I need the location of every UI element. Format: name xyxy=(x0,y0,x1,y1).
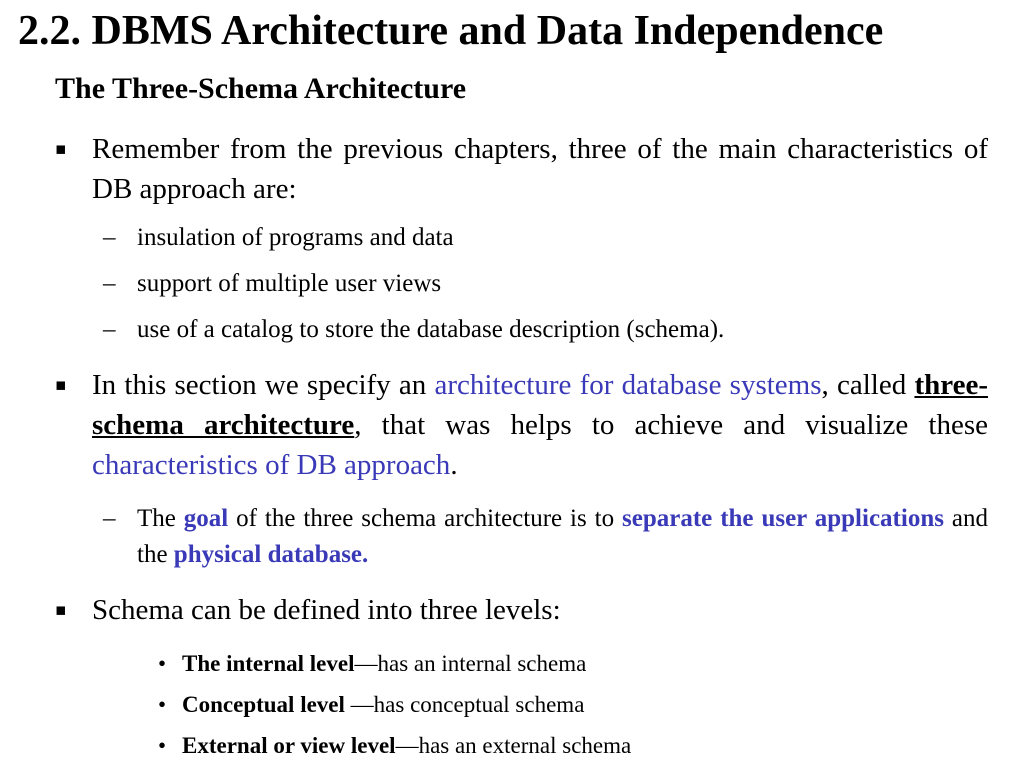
list-item-text: support of multiple user views xyxy=(137,270,442,297)
dash-bullet-icon: – xyxy=(103,505,116,532)
goal-text: The xyxy=(137,505,184,532)
goal-item xyxy=(103,501,988,573)
link-characteristics: characteristics of DB approach xyxy=(92,449,451,481)
level-desc: —has an internal schema xyxy=(354,651,587,676)
dot-bullet-icon: • xyxy=(158,651,167,676)
level-desc: —has conceptual schema xyxy=(344,692,585,717)
bullet-text: , called xyxy=(821,369,915,401)
goal-text: of the three schema architecture is to xyxy=(228,505,623,532)
bullet-text: Remember from the previous chapters, three of the main characteristics of DB approach are: xyxy=(92,133,988,205)
bullet-text: In this section we specify an xyxy=(92,369,435,401)
level-item xyxy=(158,689,585,721)
bullet-text: Schema can be defined into three levels: xyxy=(92,594,561,626)
list-item xyxy=(103,266,988,302)
level-desc: —has an external schema xyxy=(395,733,632,758)
level-name: Conceptual level xyxy=(182,692,345,717)
dash-bullet-icon: – xyxy=(103,316,116,343)
section-subtitle: The Three-Schema Architecture xyxy=(55,72,467,105)
emphasis-separate: separate the user applications xyxy=(622,505,944,532)
bullet-characteristics xyxy=(55,129,988,209)
dot-bullet-icon: • xyxy=(158,733,167,758)
bullet-three-schema xyxy=(55,365,989,485)
level-item xyxy=(158,648,587,680)
square-bullet-icon: ▪ xyxy=(55,375,67,395)
page-title: 2.2. DBMS Architecture and Data Independence xyxy=(18,8,884,54)
dot-bullet-icon: • xyxy=(158,692,167,717)
level-name: External or view level xyxy=(182,733,396,758)
link-architecture: architecture for database systems xyxy=(434,369,822,401)
level-name: The internal level xyxy=(182,651,355,676)
emphasis-goal: goal xyxy=(183,505,229,532)
goal-text: and the xyxy=(137,505,988,568)
bullet-levels xyxy=(55,590,988,630)
list-item xyxy=(103,220,988,256)
list-item-text: use of a catalog to store the database description (schema). xyxy=(137,316,725,343)
level-item xyxy=(158,730,632,762)
emphasis-physical: physical database. xyxy=(173,541,369,568)
bullet-text: . xyxy=(450,449,458,481)
term-three-schema-architecture: three-schema architecture xyxy=(92,369,988,441)
bullet-text: , that was helps to achieve and visualize these xyxy=(354,409,989,441)
dash-bullet-icon: – xyxy=(103,270,116,297)
list-item-text: insulation of programs and data xyxy=(137,224,454,251)
square-bullet-icon: ▪ xyxy=(55,600,67,620)
square-bullet-icon: ▪ xyxy=(55,139,67,159)
dash-bullet-icon: – xyxy=(103,224,116,251)
list-item xyxy=(103,312,988,348)
